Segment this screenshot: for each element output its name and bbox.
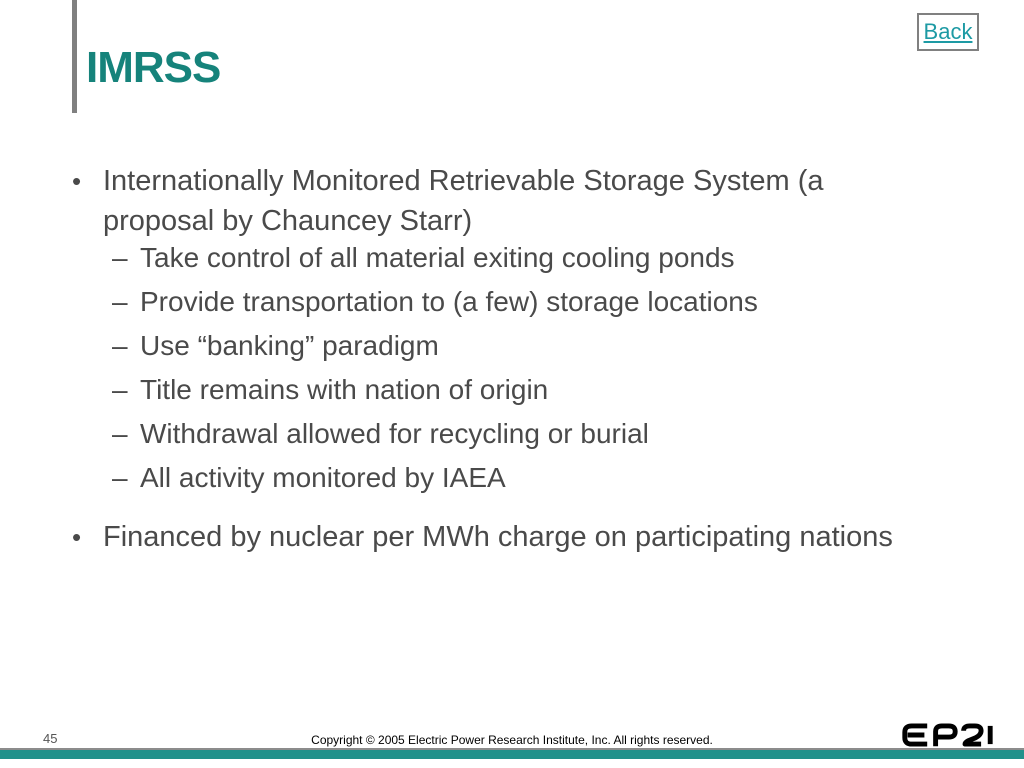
sub-bullet-item (112, 331, 972, 361)
sub-bullet-list (72, 243, 972, 493)
sub-bullet-text: Provide transportation to (a few) storage locations (140, 286, 758, 317)
sub-bullet-item (112, 287, 972, 317)
bullet-marker: • (72, 166, 82, 196)
bullet-item (72, 161, 972, 241)
sub-bullet-marker: – (112, 374, 128, 405)
page-number: 45 (43, 731, 58, 746)
back-button[interactable] (917, 13, 979, 51)
page-title: IMRSS (86, 43, 221, 92)
sub-bullet-text: All activity monitored by IAEA (140, 462, 506, 493)
back-link[interactable]: Back (923, 19, 973, 44)
sub-bullet-text: Use “banking” paradigm (140, 330, 439, 361)
sub-bullet-text: Title remains with nation of origin (140, 374, 549, 405)
sub-bullet-marker: – (112, 242, 128, 273)
copyright-text: Copyright © 2005 Electric Power Research Institute, Inc. All rights reserved. (311, 733, 713, 747)
slide-content (72, 161, 972, 557)
sub-bullet-item (112, 375, 972, 405)
bullet-item (72, 517, 972, 557)
sub-bullet-marker: – (112, 286, 128, 317)
epri-logo-icon (898, 721, 1004, 749)
title-accent-rule (72, 0, 77, 113)
sub-bullet-marker: – (112, 330, 128, 361)
sub-bullet-item (112, 419, 972, 449)
sub-bullet-marker: – (112, 462, 128, 493)
bullet-marker: • (72, 522, 82, 552)
sub-bullet-item (112, 463, 972, 493)
sub-bullet-item (112, 243, 972, 273)
sub-bullet-text: Take control of all material exiting cooling ponds (140, 242, 735, 273)
bullet-text: Financed by nuclear per MWh charge on participating nations (103, 521, 893, 553)
sub-bullet-text: Withdrawal allowed for recycling or burial (140, 418, 649, 449)
bullet-text: Internationally Monitored Retrievable Storage System (a proposal by Chauncey Starr) (103, 165, 824, 237)
footer-teal-bar (0, 750, 1024, 759)
sub-bullet-marker: – (112, 418, 128, 449)
